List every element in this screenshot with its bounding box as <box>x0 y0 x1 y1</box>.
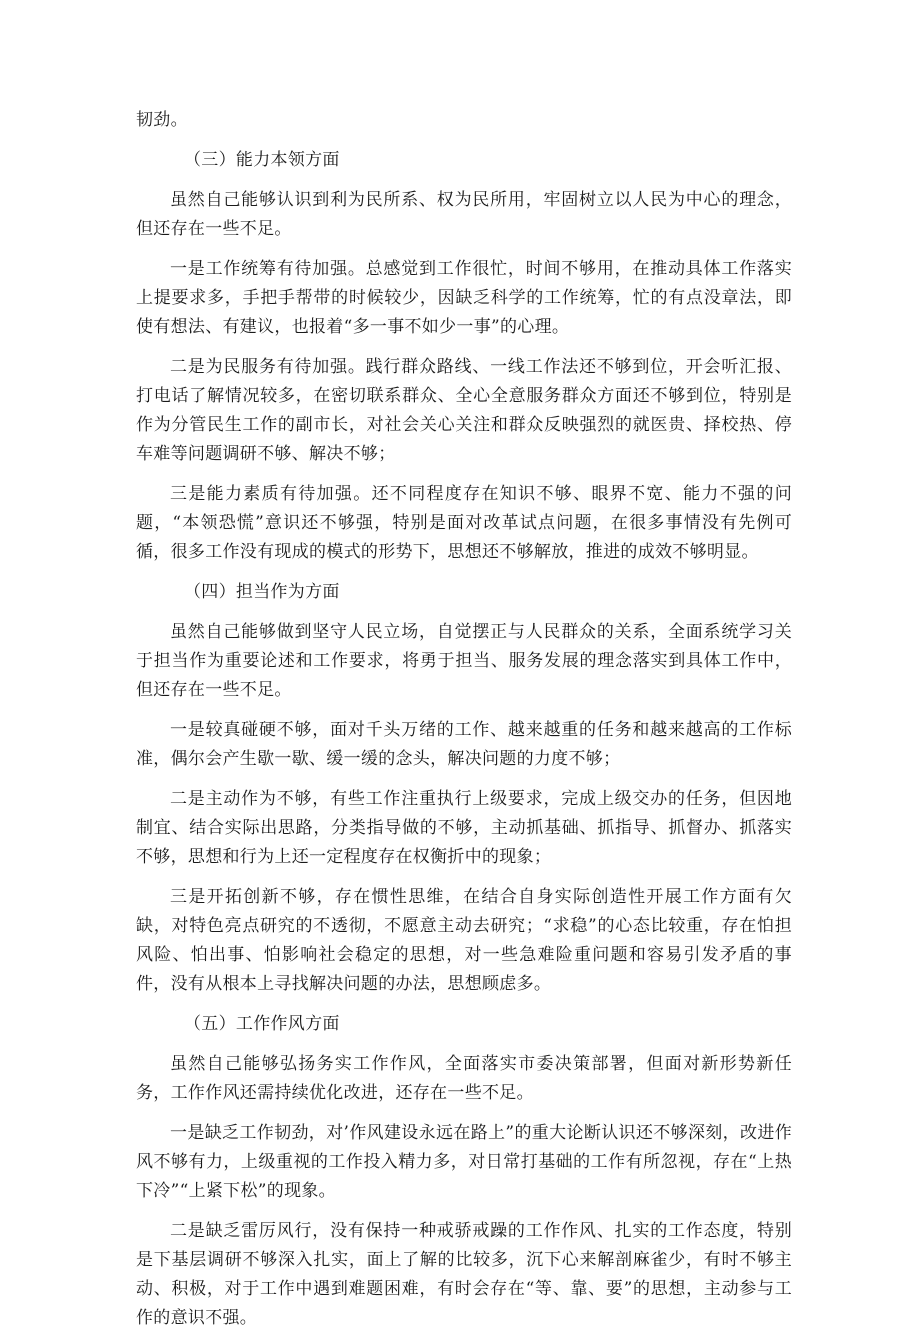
section-heading-work-style: （五）工作作风方面 <box>184 1014 340 1034</box>
section-heading-responsibility: （四）担当作为方面 <box>184 582 340 602</box>
paragraph: 虽然自己能够做到坚守人民立场，自觉摆正与人民群众的关系，全面系统学习关于担当作为重要论述和工作要求，将勇于担当、服务发展的理念落实到具体工作中，但还存在一些不足。 <box>136 622 792 700</box>
section-heading-ability: （三）能力本领方面 <box>184 150 340 170</box>
paragraph: 二是缺乏雷厉风行，没有保持一种戒骄戒躁的工作作风、扎实的工作态度，特别是下基层调研不够深入扎实，面上了解的比较多，沉下心来解剖麻雀少，有时不够主动、积极，对于工作中遇到难题困难，有时会存在“等、靠、要”的思想，主动参与工作的意识不强。 <box>136 1221 792 1328</box>
paragraph: 三是开拓创新不够，存在惯性思维，在结合自身实际创造性开展工作方面有欠缺，对特色亮点研究的不透彻，不愿意主动去研究；“求稳”的心态比较重，存在怕担风险、怕出事、怕影响社会稳定的思想，对一些急难险重问题和容易引发矛盾的事件，没有从根本上寻找解决问题的办法，思想顾虑多。 <box>136 887 792 994</box>
paragraph: 一是较真碰硬不够，面对千头万绪的工作、越来越重的任务和越来越高的工作标准，偶尔会产生歇一歇、缓一缓的念头，解决问题的力度不够； <box>136 720 792 769</box>
paragraph: 二是为民服务有待加强。践行群众路线、一线工作法还不够到位，开会听汇报、打电话了解情况较多，在密切联系群众、全心全意服务群众方面还不够到位，特别是作为分管民生工作的副市长，对社会关心关注和群众反映强烈的就医贵、择校热、停车难等问题调研不够、解决不够； <box>136 357 792 464</box>
paragraph: 虽然自己能够弘扬务实工作作风，全面落实市委决策部署，但面对新形势新任务，工作作风还需持续优化改进，还存在一些不足。 <box>136 1054 792 1103</box>
paragraph: 三是能力素质有待加强。还不同程度存在知识不够、眼界不宽、能力不强的问题，“本领恐慌”意识还不够强，特别是面对改革试点问题，在很多事情没有先例可循，很多工作没有现成的模式的形势下，思想还不够解放，推进的成效不够明显。 <box>136 484 792 562</box>
document-body <box>136 106 792 1344</box>
paragraph: 一是缺乏工作韧劲，对’作风建设永远在路上”的重大论断认识还不够深刻，改进作风不够有力，上级重视的工作投入精力多，对日常打基础的工作有所忽视，存在“上热下冷”“上紧下松”的现象。 <box>136 1123 792 1201</box>
paragraph-continuation: 韧劲。 <box>136 110 188 130</box>
paragraph: 虽然自己能够认识到利为民所系、权为民所用，牢固树立以人民为中心的理念，但还存在一些不足。 <box>136 190 792 239</box>
paragraph: 一是工作统筹有待加强。总感觉到工作很忙，时间不够用，在推动具体工作落实上提要求多，手把手帮带的时候较少，因缺乏科学的工作统筹，忙的有点没章法，即使有想法、有建议，也报着“多一事不如少一事”的心理。 <box>136 259 792 337</box>
paragraph: 二是主动作为不够，有些工作注重执行上级要求，完成上级交办的任务，但因地制宜、结合实际出思路，分类指导做的不够，主动抓基础、抓指导、抓督办、抓落实不够，思想和行为上还一定程度存在权衡折中的现象； <box>136 789 792 867</box>
